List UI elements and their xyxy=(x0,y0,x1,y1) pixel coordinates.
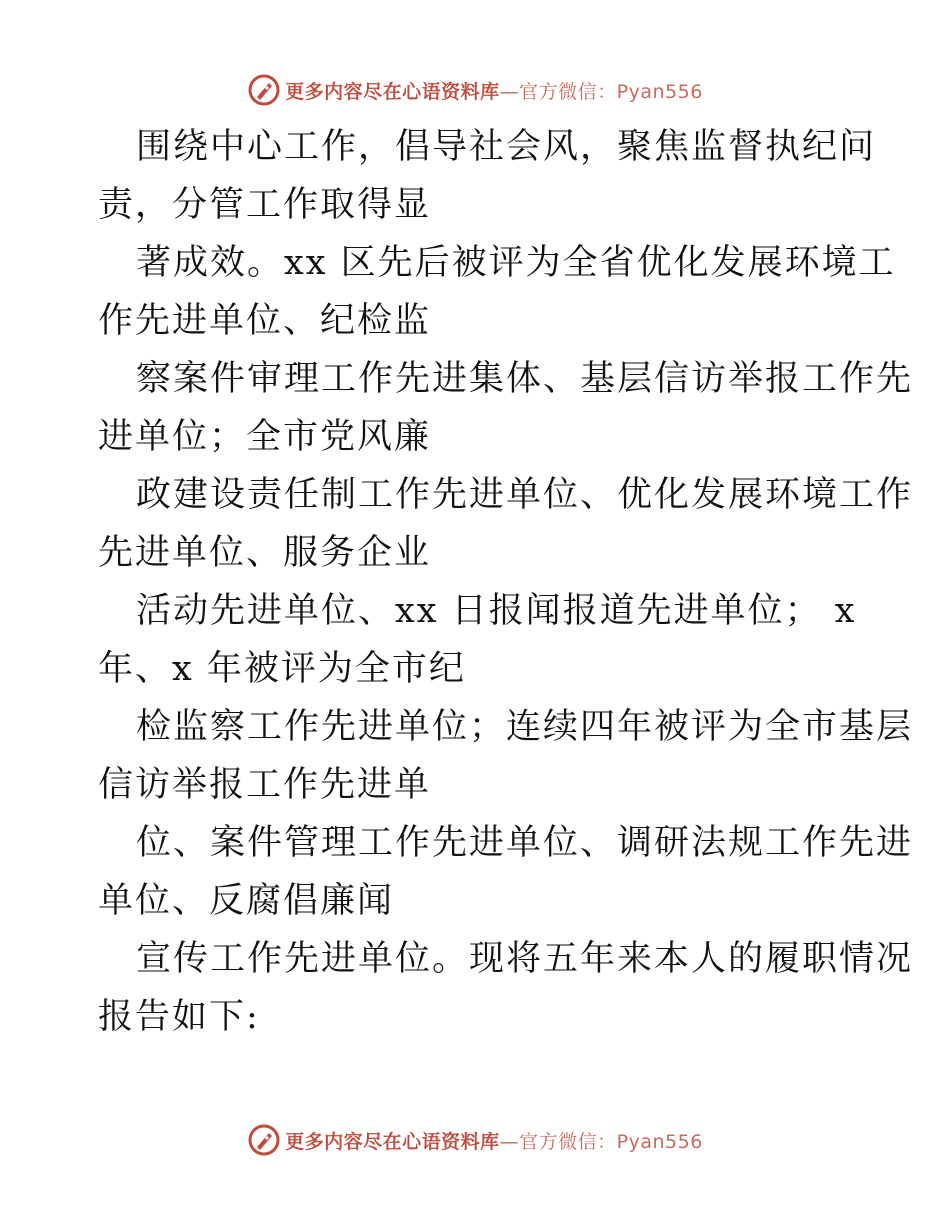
watermark-main: 更多内容尽在心语资料库 xyxy=(285,1130,500,1153)
paragraph-line: 围绕中心工作，倡导社会风，聚焦监督执纪问 xyxy=(136,127,877,167)
watermark-main: 更多内容尽在心语资料库 xyxy=(285,80,500,103)
paragraph-line: 著成效。xx 区先后被评为全省优化发展环境工 xyxy=(136,243,896,283)
paragraph-line: 位、案件管理工作先进单位、调研法规工作先进 xyxy=(136,823,914,863)
paragraph-line: 报告如下: xyxy=(98,997,260,1037)
paragraph-line: 宣传工作先进单位。现将五年来本人的履职情况 xyxy=(136,939,914,979)
header-watermark xyxy=(0,70,950,110)
footer-watermark xyxy=(0,1120,950,1160)
paragraph-line: 作先进单位、纪检监 xyxy=(98,301,432,341)
watermark-wechat: 官方微信：Pyan556 xyxy=(519,80,703,103)
pen-nib-logo-icon xyxy=(247,73,281,107)
watermark-text xyxy=(285,77,703,104)
paragraph-line: 进单位；全市党风廉 xyxy=(98,417,432,457)
paragraph-line: 年、x 年被评为全市纪 xyxy=(98,649,466,689)
pen-nib-logo-icon xyxy=(247,1123,281,1157)
watermark-separator: — xyxy=(499,80,520,103)
watermark-separator: — xyxy=(499,1130,520,1153)
paragraph-line: 信访举报工作先进单 xyxy=(98,765,432,805)
document-body xyxy=(98,118,914,1046)
paragraph-line: 检监察工作先进单位；连续四年被评为全市基层 xyxy=(136,707,914,747)
paragraph-line: 活动先进单位、xx 日报闻报道先进单位； x xyxy=(136,591,857,631)
paragraph-line: 政建设责任制工作先进单位、优化发展环境工作 xyxy=(136,475,914,515)
paragraph-line: 察案件审理工作先进集体、基层信访举报工作先 xyxy=(136,359,914,399)
paragraph-line: 先进单位、服务企业 xyxy=(98,533,432,573)
watermark-text xyxy=(285,1127,703,1154)
watermark-wechat: 官方微信：Pyan556 xyxy=(519,1130,703,1153)
paragraph-line: 责，分管工作取得显 xyxy=(98,185,432,225)
paragraph-line: 单位、反腐倡廉闻 xyxy=(98,881,395,921)
